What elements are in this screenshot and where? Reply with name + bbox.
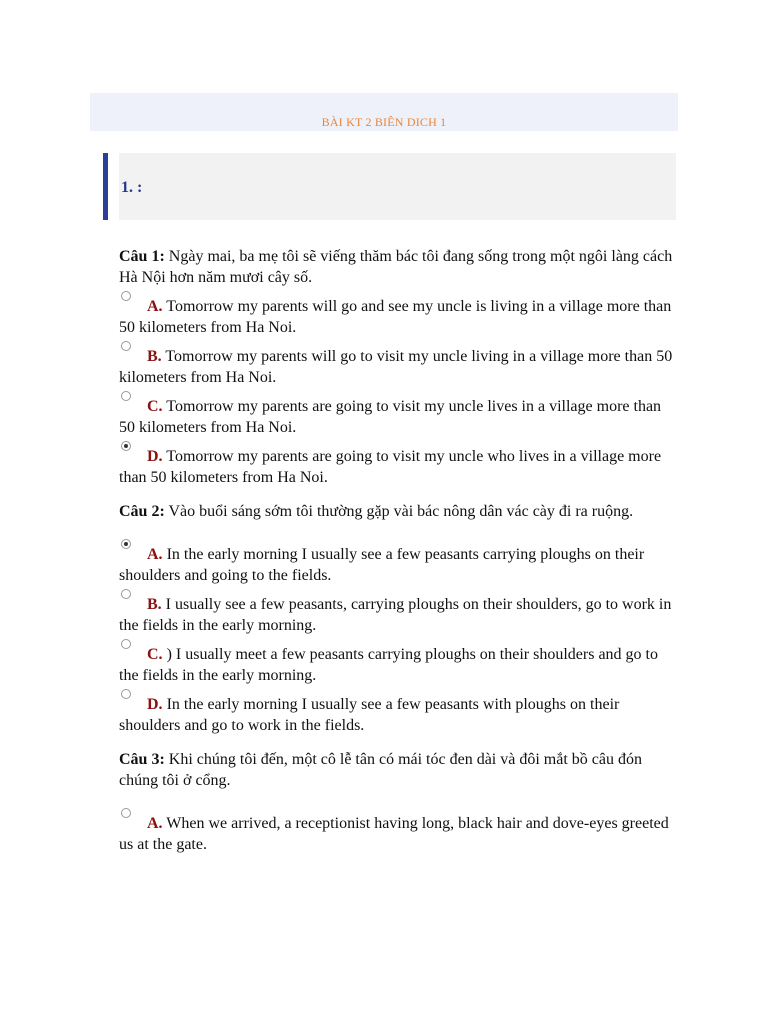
- option-letter: D.: [147, 696, 163, 713]
- option-letter: C.: [147, 398, 163, 415]
- option-text: Tomorrow my parents will go to visit my uncle living in a village more than 50 kilometers from Ha Noi.: [119, 348, 673, 386]
- answer-option-2b[interactable]: [119, 594, 679, 636]
- question-prompt: Ngày mai, ba mẹ tôi sẽ viếng thăm bác tôi đang sống trong một ngôi làng cách Hà Nội hơn năm mươi cây số.: [119, 248, 673, 286]
- option-text: In the early morning I usually see a few peasants carrying ploughs on their shoulders and going to the fields.: [119, 546, 645, 584]
- question-text: [119, 246, 679, 288]
- option-text: I usually see a few peasants, carrying ploughs on their shoulders, go to work in the fields in the early morning.: [119, 596, 672, 634]
- option-letter: B.: [147, 348, 162, 365]
- question-text: [119, 501, 679, 522]
- document-header: [90, 93, 678, 131]
- option-letter: D.: [147, 448, 163, 465]
- radio-button[interactable]: [121, 808, 131, 818]
- radio-button[interactable]: [121, 341, 131, 351]
- answer-option-1a[interactable]: [119, 296, 679, 338]
- option-letter: C.: [147, 646, 163, 663]
- question-label: Câu 2:: [119, 503, 165, 520]
- radio-button[interactable]: [121, 291, 131, 301]
- question-label: Câu 1:: [119, 248, 165, 265]
- answer-option-1c[interactable]: [119, 396, 679, 438]
- radio-button[interactable]: [121, 589, 131, 599]
- document-title: BÀI KT 2 BIÊN DICH 1: [321, 115, 447, 129]
- question-prompt: Khi chúng tôi đến, một cô lễ tân có mái tóc đen dài và đôi mắt bồ câu đón chúng tôi ở cổng.: [119, 751, 642, 789]
- question-text: [119, 749, 679, 791]
- answer-option-2a[interactable]: [119, 544, 679, 586]
- option-letter: A.: [147, 815, 163, 832]
- option-text: Tomorrow my parents are going to visit my uncle who lives in a village more than 50 kilometers from Ha Noi.: [119, 448, 662, 486]
- section-accent-bar: [103, 153, 108, 220]
- option-text: ) I usually meet a few peasants carrying ploughs on their shoulders and go to the fields in the early morning.: [119, 646, 658, 684]
- option-letter: A.: [147, 546, 163, 563]
- radio-button-selected[interactable]: [121, 441, 131, 451]
- question-3: [119, 749, 679, 855]
- radio-button-selected[interactable]: [121, 539, 131, 549]
- radio-button[interactable]: [121, 639, 131, 649]
- answer-option-2d[interactable]: [119, 694, 679, 736]
- answer-option-2c[interactable]: [119, 644, 679, 686]
- question-label: Câu 3:: [119, 751, 165, 768]
- answer-option-1b[interactable]: [119, 346, 679, 388]
- option-text: When we arrived, a receptionist having long, black hair and dove-eyes greeted us at the gate.: [119, 815, 669, 853]
- radio-button[interactable]: [121, 689, 131, 699]
- question-2: [119, 501, 679, 736]
- option-text: Tomorrow my parents are going to visit my uncle lives in a village more than 50 kilometers from Ha Noi.: [119, 398, 662, 436]
- option-text: Tomorrow my parents will go and see my uncle is living in a village more than 50 kilometers from Ha Noi.: [119, 298, 672, 336]
- section-number: 1. :: [121, 179, 143, 196]
- option-letter: A.: [147, 298, 163, 315]
- answer-option-3a[interactable]: [119, 813, 679, 855]
- radio-button[interactable]: [121, 391, 131, 401]
- question-prompt: Vào buổi sáng sớm tôi thường gặp vài bác nông dân vác cày đi ra ruộng.: [168, 503, 634, 520]
- section-header: [119, 153, 676, 220]
- question-list: [119, 246, 679, 863]
- question-1: [119, 246, 679, 488]
- option-text: In the early morning I usually see a few peasants with ploughs on their shoulders and go to work in the fields.: [119, 696, 620, 734]
- option-letter: B.: [147, 596, 162, 613]
- answer-option-1d[interactable]: [119, 446, 679, 488]
